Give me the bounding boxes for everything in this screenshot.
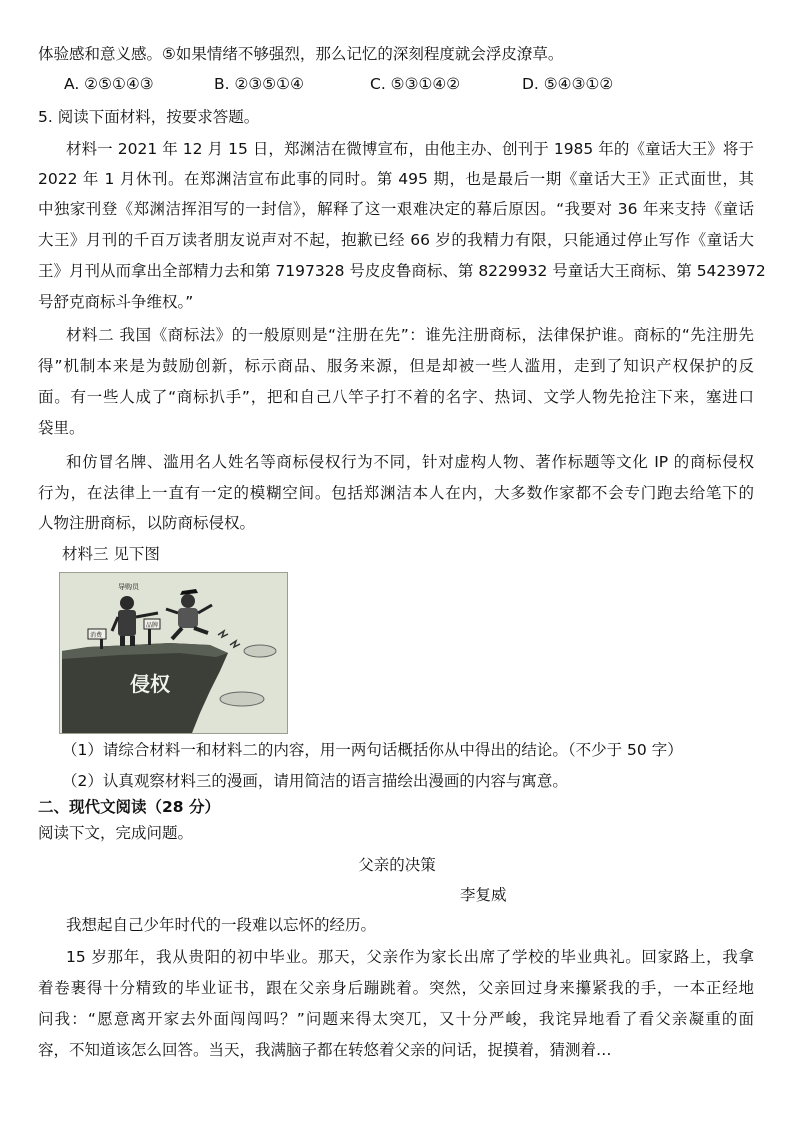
material2-line: 面。有一些人成了“商标扒手”，把和自己八竿子打不着的名字、热词、文学人物先抢注下来，塞进口 [38, 388, 754, 406]
q4-option-d: D. ⑤④③①② [522, 75, 614, 93]
cartoon-sign-left: 消费 [90, 632, 103, 639]
q4-tail-text: 体验感和意义感。⑤如果情绪不够强烈，那么记忆的深刻程度就会浮皮潦草。 [38, 45, 564, 63]
q5-subquestion-1: （1）请综合材料一和材料二的内容，用一两句话概括你从中得出的结论。（不少于 50 字） [62, 741, 683, 759]
material2b-line: 行为，在法律上一直有一定的模糊空间。包括郑渊洁本人在内，大多数作家都不会专门跑去给笔下的 [38, 484, 754, 502]
material1-line: 中独家刊登《郑渊洁挥泪写的一封信》，解释了这一艰难决定的幕后原因。“我要对 36 年来支持《童话 [38, 200, 754, 218]
material2b-line: 和仿冒名牌、滥用名人姓名等商标侵权行为不同，针对虚构人物、著作标题等文化 IP 的商标侵权 [66, 453, 754, 471]
material2-line: 材料二 我国《商标法》的一般原则是“注册在先”：谁先注册商标，法律保护谁。商标的“先注册先 [66, 326, 754, 344]
material1-line: 号舒克商标斗争维权。” [38, 293, 194, 311]
section2-heading: 二、现代文阅读（28 分） [38, 798, 220, 816]
article-paragraph-2-line: 15 岁那年，我从贵阳的初中毕业。那天，父亲作为家长出席了学校的毕业典礼。回家路上，我拿 [66, 948, 754, 966]
article-paragraph-2-line: 容，不知道该怎么回答。当天，我满脑子都在转悠着父亲的问话，捉摸着，猜测着… [38, 1041, 612, 1059]
material1-line: 王》月刊从而拿出全部精力去和第 7197328 号皮皮鲁商标、第 8229932 号童话大王商标、第 5423972 [38, 262, 766, 280]
cartoon-sign-mid: 品牌 [146, 622, 159, 629]
material2-line: 袋里。 [38, 419, 85, 437]
material1-line: 大王》月刊的千百万读者朋友说声对不起，抱歉已经 66 岁的我精力有限，只能通过停止写作《童话大 [38, 231, 754, 249]
cartoon-drawing [60, 573, 287, 733]
article-author: 李复威 [460, 886, 507, 904]
q4-options [64, 73, 754, 95]
material3-label: 材料三 见下图 [62, 545, 160, 563]
article-paragraph-2-line: 着卷裹得十分精致的毕业证书，跟在父亲身后蹦跳着。突然，父亲回过身来攥紧我的手，一本正经地 [38, 979, 754, 997]
cartoon-image [59, 572, 288, 734]
q5-subquestion-2: （2）认真观察材料三的漫画，请用简洁的语言描绘出漫画的内容与寓意。 [62, 772, 568, 790]
q4-option-c: C. ⑤③①④② [370, 75, 461, 93]
q5-heading: 5. 阅读下面材料，按要求答题。 [38, 108, 260, 126]
material2b-line: 人物注册商标，以防商标侵权。 [38, 514, 256, 532]
material1-line: 2022 年 1 月休刊。在郑渊洁宣布此事的同时。第 495 期，也是最后一期《童话大王》正式面世，其 [38, 170, 754, 188]
cartoon-sign-top: 导购员 [118, 583, 139, 591]
cartoon-cliff-label: 侵权 [130, 672, 170, 696]
q4-option-a: A. ②⑤①④③ [64, 75, 154, 93]
article-paragraph-1: 我想起自己少年时代的一段难以忘怀的经历。 [66, 916, 377, 934]
article-paragraph-2-line: 问我：“愿意离开家去外面闯闯吗？”问题来得太突兀，又十分严峻，我诧异地看了看父亲凝重的面 [38, 1010, 754, 1028]
q4-option-b: B. ②③⑤①④ [214, 75, 304, 93]
material1-line: 材料一 2021 年 12 月 15 日，郑渊洁在微博宣布，由他主办、创刊于 1985 年的《童话大王》将于 [66, 140, 754, 158]
section2-instruction: 阅读下文，完成问题。 [38, 824, 194, 842]
material2-line: 得”机制本来是为鼓励创新，标示商品、服务来源，但是却被一些人滥用，走到了知识产权保护的反 [38, 357, 754, 375]
article-title: 父亲的决策 [358, 856, 436, 874]
